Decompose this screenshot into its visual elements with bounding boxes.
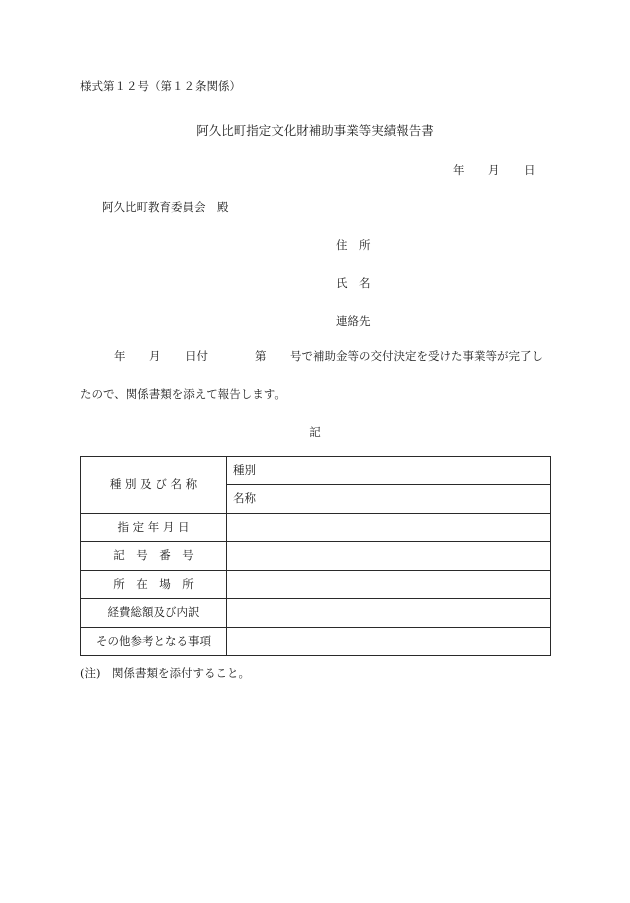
row-label-cost-breakdown: 経費総額及び内訳 [81, 599, 227, 627]
date-year-label: 年 [453, 163, 465, 177]
body-number-prefix: 第 [255, 349, 267, 363]
table-row [81, 627, 551, 655]
table-row [81, 457, 551, 485]
value-cell-cost-breakdown [227, 599, 551, 627]
form-number: 様式第１２号（第１２条関係） [80, 79, 241, 93]
body-year-label: 年 [114, 349, 126, 363]
row-label-symbol-number: 記 号 番 号 [81, 542, 227, 570]
date-month-label: 月 [488, 163, 500, 177]
body-text-line1: 号で補助金等の交付決定を受けた事業等が完了し [290, 349, 543, 363]
table-row [81, 513, 551, 541]
info-table [80, 456, 551, 656]
table-row [81, 542, 551, 570]
applicant-address-label: 住 所 [336, 238, 371, 252]
table-row [81, 599, 551, 627]
row-label-location: 所 在 場 所 [81, 570, 227, 598]
table-row [81, 570, 551, 598]
value-cell-designation-date [227, 513, 551, 541]
body-date-suffix: 日付 [185, 349, 208, 363]
applicant-name-label: 氏 名 [336, 276, 371, 290]
date-day-label: 日 [524, 163, 536, 177]
recipient: 阿久比町教育委員会 殿 [102, 200, 229, 214]
value-cell-location [227, 570, 551, 598]
row-label-type-name: 種 別 及 び 名 称 [81, 457, 227, 514]
body-month-label: 月 [149, 349, 161, 363]
value-cell-symbol-number [227, 542, 551, 570]
applicant-contact-label: 連絡先 [336, 314, 371, 328]
value-cell-other-reference [227, 627, 551, 655]
sub-label-type: 種別 [227, 457, 551, 485]
ki-heading: 記 [309, 425, 321, 439]
row-label-other-reference: その他参考となる事項 [81, 627, 227, 655]
row-label-designation-date: 指 定 年 月 日 [81, 513, 227, 541]
document-title: 阿久比町指定文化財補助事業等実績報告書 [196, 123, 434, 138]
note: (注) 関係書類を添付すること。 [80, 666, 250, 680]
sub-label-name: 名称 [227, 485, 551, 513]
body-text-line2: たので、関係書類を添えて報告します。 [80, 387, 286, 401]
